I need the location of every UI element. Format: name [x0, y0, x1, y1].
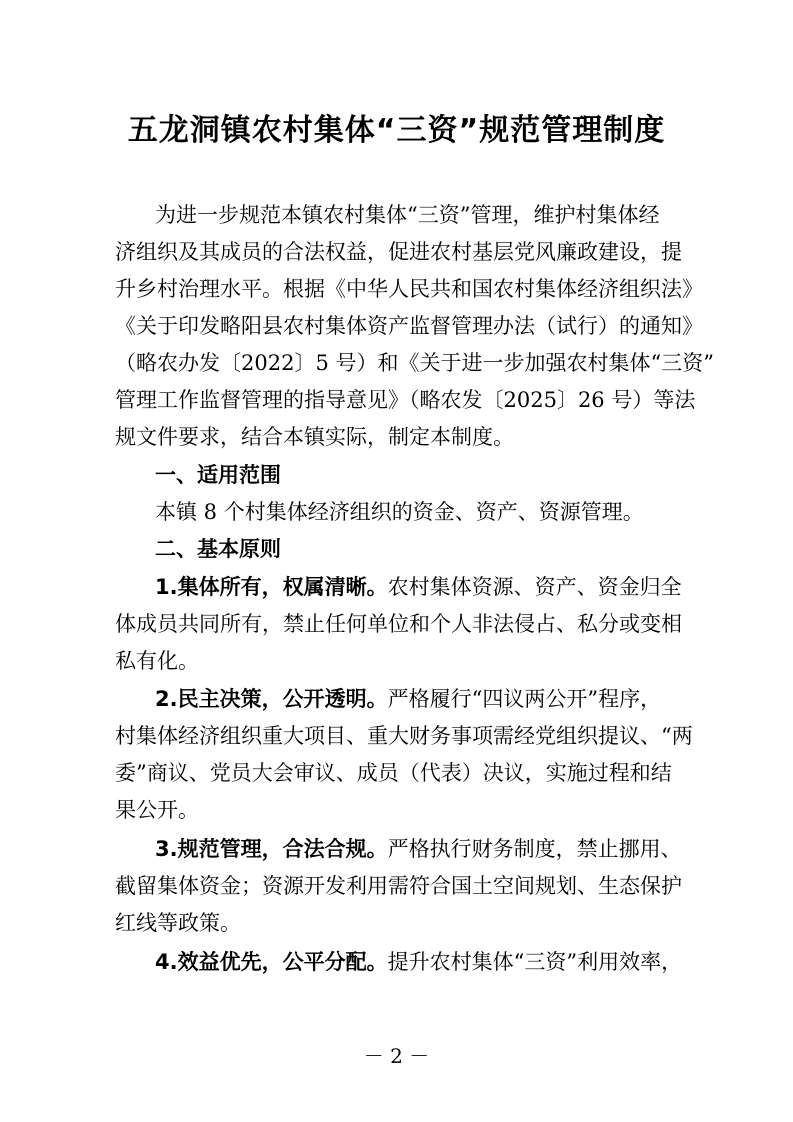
principle2-title: 2.民主决策，公开透明。 — [155, 687, 388, 711]
principle2-line-2: 村集体经济组织重大项目、重大财务事项需经党组织提议、“两 — [115, 724, 693, 748]
principle3-text: 严格执行财务制度，禁止挪用、 — [387, 837, 682, 861]
principle2-text: 严格履行“四议两公开”程序， — [387, 687, 662, 711]
principle2-line-4: 果公开。 — [115, 798, 199, 822]
principle3-line-1 — [155, 831, 682, 868]
principle1-title: 1.集体所有，权属清晰。 — [155, 575, 388, 599]
principle1-text: 农村集体资源、资产、资金归全 — [387, 575, 682, 599]
section2-heading: 二、基本原则 — [155, 537, 281, 561]
section1-heading: 一、适用范围 — [155, 463, 281, 487]
principle4-line-1 — [155, 944, 682, 981]
principle2-line-1 — [155, 681, 661, 718]
principle2-line-3: 委”商议、党员大会审议、成员（代表）决议，实施过程和结 — [115, 761, 672, 785]
page-title: 五龙洞镇农村集体“三资”规范管理制度 — [127, 113, 666, 148]
intro-line-6: 管理工作监督管理的指导意见》（略农发〔2025〕26 号）等法 — [115, 388, 696, 412]
intro-line-3: 升乡村治理水平。根据《中华人民共和国农村集体经济组织法》 — [115, 277, 703, 301]
principle3-line-2: 截留集体资金；资源开发利用需符合国土空间规划、生态保护 — [115, 874, 682, 898]
principle1-line-1 — [155, 569, 682, 606]
page-number: － 2 － — [363, 1044, 430, 1068]
intro-line-4: 《关于印发略阳县农村集体资产监督管理办法（试行）的通知》 — [115, 314, 703, 338]
intro-line-2: 济组织及其成员的合法权益，促进农村基层党风廉政建设，提 — [115, 240, 682, 264]
principle4-title: 4.效益优先，公平分配。 — [155, 950, 388, 974]
intro-line-1: 为进一步规范本镇农村集体“三资”管理，维护村集体经 — [155, 203, 660, 227]
intro-line-5: （略农办发〔2022〕5 号）和《关于进一步加强农村集体“三资” — [115, 351, 714, 375]
principle3-line-3: 红线等政策。 — [115, 911, 241, 935]
principle3-title: 3.规范管理，合法合规。 — [155, 837, 388, 861]
principle1-line-3: 私有化。 — [115, 649, 199, 673]
section1-text: 本镇 8 个村集体经济组织的资金、资产、资源管理。 — [155, 500, 644, 524]
principle4-text: 提升农村集体“三资”利用效率， — [387, 950, 683, 974]
intro-line-7: 规文件要求，结合本镇实际，制定本制度。 — [115, 425, 514, 449]
principle1-line-2: 体成员共同所有，禁止任何单位和个人非法侵占、私分或变相 — [115, 612, 682, 636]
